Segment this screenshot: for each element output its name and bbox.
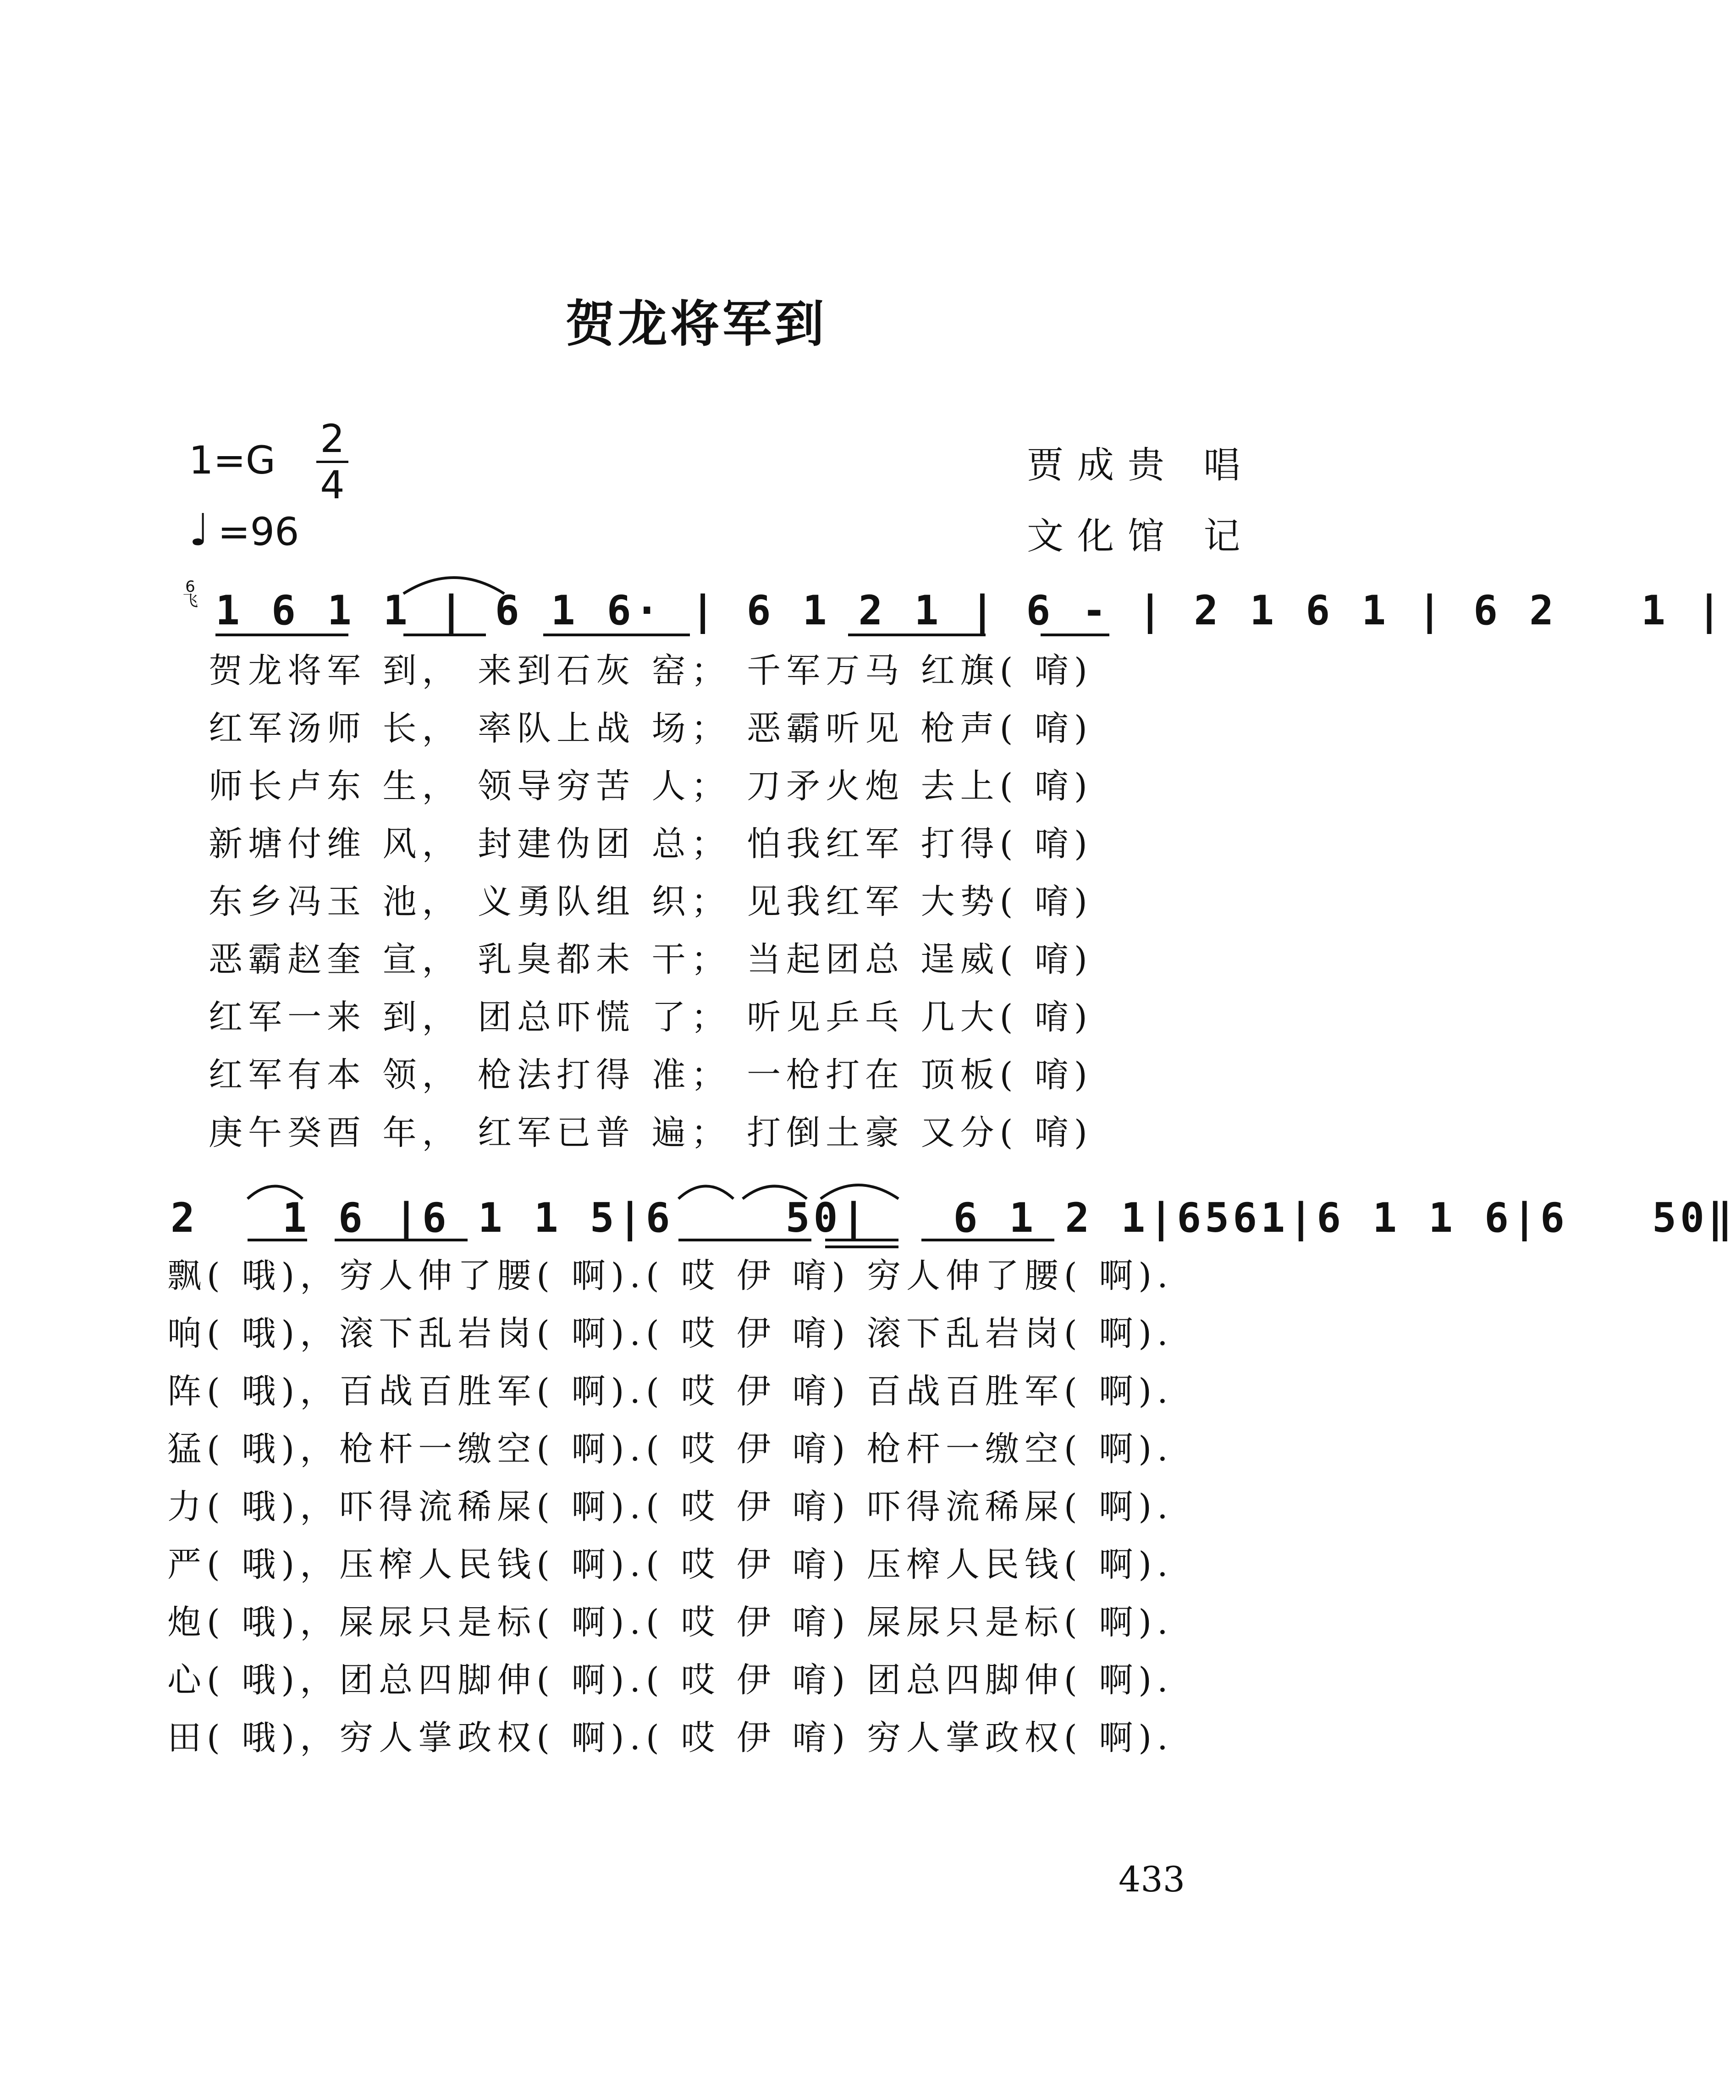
verse-line: 贺龙将军 到， 来到石灰 窑； 千军万马 红旗( 唷)	[209, 651, 1093, 690]
key-signature: 1=G	[189, 438, 276, 483]
credit-transcriber: 文化馆 记	[1027, 515, 1254, 557]
notation-line-1: 1 6 1 1 | 6 1 6· | 6 1 2 1 | 6 - | 2 1 6 1 | 6 2 1 |	[215, 587, 1725, 634]
verse-line: 炮( 哦)，屎尿只是标( 啊).( 哎 伊 唷) 屎尿只是标( 啊).	[167, 1603, 1174, 1642]
slur-mark	[248, 1186, 303, 1199]
verse-line: 师长卢东 生， 领导穷苦 人； 刀矛火炮 去上( 唷)	[209, 766, 1093, 806]
time-signature-top: 2	[320, 416, 345, 461]
slur-mark	[743, 1186, 807, 1199]
verse-line: 红军汤师 长， 率队上战 场； 恶霸听见 枪声( 唷)	[209, 709, 1093, 748]
slur-mark	[678, 1186, 733, 1199]
verse-line: 猛( 哦)，枪杆一缴空( 啊).( 哎 伊 唷) 枪杆一缴空( 啊).	[167, 1429, 1174, 1469]
time-signature-bottom: 4	[320, 463, 345, 507]
verse-line: 红军有本 领， 枪法打得 准； 一枪打在 顶板( 唷)	[209, 1055, 1093, 1095]
notation-line-2: 2 1 6 |6 1 1 5|6 50| 6 1 2 1|6561|6 1 1 6|6 50‖	[171, 1194, 1736, 1241]
credit-singer: 贾成贵 唱	[1027, 444, 1254, 486]
verse-line: 严( 哦)，压榨人民钱( 啊).( 哎 伊 唷) 压榨人民钱( 啊).	[167, 1545, 1174, 1584]
slur-mark	[821, 1185, 898, 1199]
page-number: 433	[1119, 1859, 1185, 1900]
verse-line: 红军一来 到， 团总吓慌 了； 听见乒乓 几大( 唷)	[209, 998, 1093, 1037]
page-title: 贺龙将军到	[565, 296, 827, 353]
verse-line: 东乡冯玉 池， 义勇队组 织； 见我红军 大势( 唷)	[209, 882, 1093, 921]
verse-line: 飘( 哦)，穷人伸了腰( 啊).( 哎 伊 唷) 穷人伸了腰( 啊).	[167, 1256, 1174, 1295]
verse-line: 力( 哦)，吓得流稀屎( 啊).( 哎 伊 唷) 吓得流稀屎( 啊).	[167, 1487, 1174, 1527]
tempo-value: =96	[218, 509, 299, 554]
verse-line: 庚午癸酉 年， 红军已普 遍； 打倒土豪 又分( 唷)	[209, 1113, 1093, 1152]
quarter-note-icon: ♩	[189, 504, 210, 556]
verse-line: 响( 哦)，滚下乱岩岗( 啊).( 哎 伊 唷) 滚下乱岩岗( 啊).	[167, 1314, 1174, 1353]
verse-line: 田( 哦)，穷人掌政权( 啊).( 哎 伊 唷) 穷人掌政权( 啊).	[167, 1718, 1174, 1758]
verse-line: 新塘付维 风， 封建伪团 总； 怕我红军 打得( 唷)	[209, 824, 1093, 864]
verse-line: 恶霸赵奎 宣， 乳臭都未 干； 当起团总 逞威( 唷)	[209, 940, 1093, 979]
grace-note: 6 飞	[182, 578, 198, 610]
verse-line: 心( 哦)，团总四脚伸( 啊).( 哎 伊 唷) 团总四脚伸( 啊).	[167, 1660, 1174, 1700]
verse-line: 阵( 哦)，百战百胜军( 啊).( 哎 伊 唷) 百战百胜军( 啊).	[167, 1372, 1174, 1411]
slur-mark	[403, 578, 504, 594]
